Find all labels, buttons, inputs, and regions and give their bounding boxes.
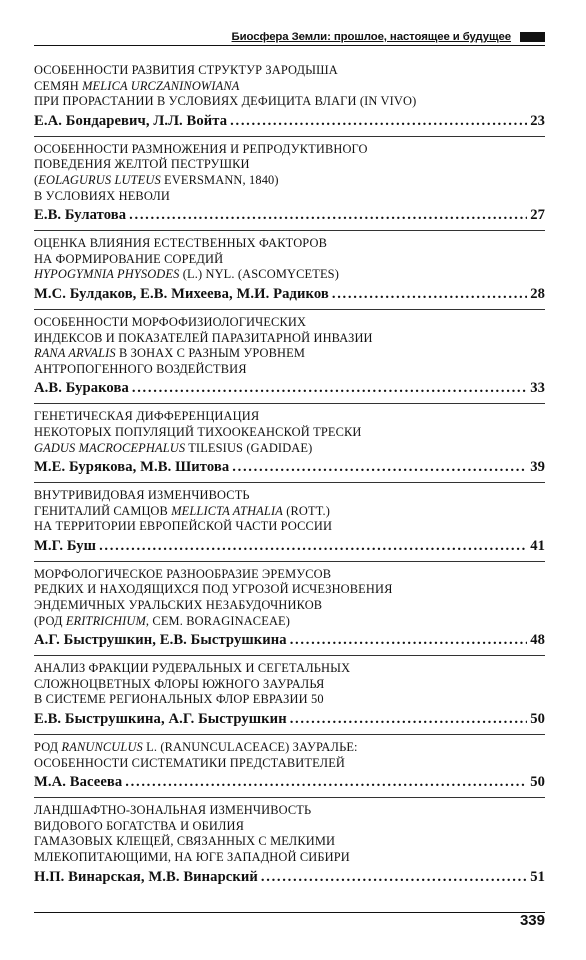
- toc-entry: [34, 63, 545, 131]
- toc-entry: [34, 315, 545, 398]
- running-header: [34, 31, 545, 46]
- title-text: ЭНДЕМИЧНЫХ УРАЛЬСКИХ НЕЗАБУДОЧНИКОВ: [34, 598, 323, 613]
- authors-row: [34, 867, 545, 887]
- title-text: ВНУТРИВИДОВАЯ ИЗМЕНЧИВОСТЬ: [34, 488, 250, 503]
- entry-authors: М.С. Булдаков, Е.В. Михеева, М.И. Радиков: [34, 285, 329, 302]
- title-text: ОСОБЕННОСТИ РАЗМНОЖЕНИЯ И РЕПРОДУКТИВНОГО: [34, 141, 368, 156]
- title-text: ЛАНДШАФТНО-ЗОНАЛЬНАЯ ИЗМЕНЧИВОСТЬ: [34, 803, 312, 818]
- title-text: НЕКОТОРЫХ ПОПУЛЯЦИЙ ТИХООКЕАНСКОЙ ТРЕСКИ: [34, 424, 362, 439]
- header-black-bar: [520, 32, 545, 42]
- entry-page-number: 33: [530, 380, 545, 397]
- entry-title-line: [34, 236, 545, 252]
- dot-leader: [129, 205, 527, 225]
- entry-title-line: [34, 834, 545, 850]
- dot-leader: [125, 772, 527, 792]
- entry-title-line: [34, 756, 545, 772]
- dot-leader: [261, 867, 527, 887]
- title-text: , СЕМ. BORAGINACEAE): [145, 613, 291, 628]
- toc-entry: [34, 409, 545, 477]
- title-text: АНТРОПОГЕННОГО ВОЗДЕЙСТВИЯ: [34, 361, 247, 376]
- entry-title-line: [34, 94, 545, 110]
- dot-leader: [99, 536, 527, 556]
- authors-row: [34, 709, 545, 729]
- latin-species-name: EOLAGURUS LUTEUS: [38, 172, 161, 187]
- title-text: МЛЕКОПИТАЮЩИМИ, НА ЮГЕ ЗАПАДНОЙ СИБИРИ: [34, 850, 350, 864]
- title-text: ГЕНИТАЛИЙ САМЦОВ: [34, 503, 172, 518]
- entry-title-line: [34, 331, 545, 347]
- entry-title-line: [34, 315, 545, 331]
- latin-species-name: HYPOGYMNIA PHYSODES: [34, 267, 180, 282]
- dot-leader: [230, 111, 527, 131]
- entry-authors: А.В. Буракова: [34, 380, 129, 397]
- entry-page-number: 27: [530, 207, 545, 224]
- entry-title-line: [34, 850, 545, 866]
- latin-species-name: MELLICTA ATHALIA: [171, 503, 283, 518]
- toc-entry: [34, 740, 545, 792]
- latin-species-name: MELICA URCZANINOWIANA: [82, 78, 240, 93]
- title-text: ОСОБЕННОСТИ МОРФОФИЗИОЛОГИЧЕСКИХ: [34, 314, 307, 329]
- authors-row: [34, 630, 545, 650]
- title-text: ИНДЕКСОВ И ПОКАЗАТЕЛЕЙ ПАРАЗИТАРНОЙ ИНВАЗИИ: [34, 330, 373, 345]
- title-text: EVERSMANN, 1840): [160, 172, 279, 187]
- title-text: В УСЛОВИЯХ НЕВОЛИ: [34, 188, 170, 203]
- title-text: ОСОБЕННОСТИ СИСТЕМАТИКИ ПРЕДСТАВИТЕЛЕЙ: [34, 755, 346, 770]
- entry-title-line: [34, 189, 545, 205]
- entry-title-line: [34, 598, 545, 614]
- entry-title-line: [34, 819, 545, 835]
- title-text: ОСОБЕННОСТИ РАЗВИТИЯ СТРУКТУР ЗАРОДЫША: [34, 63, 338, 77]
- title-text: РЕДКИХ И НАХОДЯЩИХСЯ ПОД УГРОЗОЙ ИСЧЕЗНОВЕНИЯ: [34, 582, 393, 597]
- authors-row: [34, 378, 545, 398]
- entry-page-number: 39: [530, 459, 545, 476]
- entry-title-line: [34, 346, 545, 362]
- entry-title-line: [34, 142, 545, 158]
- title-text: L. (RANUNCULACEACE) ЗАУРАЛЬЕ:: [142, 740, 358, 755]
- entry-title-line: [34, 425, 545, 441]
- title-text: ВИДОВОГО БОГАТСТВА И ОБИЛИЯ: [34, 818, 245, 833]
- toc-entry: [34, 567, 545, 650]
- dot-leader: [290, 630, 528, 650]
- entry-page-number: 28: [530, 285, 545, 302]
- title-text: ПОВЕДЕНИЯ ЖЕЛТОЙ ПЕСТРУШКИ: [34, 157, 250, 172]
- entry-title-line: [34, 504, 545, 520]
- entry-title-line: [34, 362, 545, 378]
- entry-page-number: 48: [530, 632, 545, 649]
- entry-page-number: 23: [530, 112, 545, 129]
- toc-entry: [34, 661, 545, 729]
- entry-title-line: [34, 692, 545, 708]
- entry-authors: Е.А. Бондаревич, Л.Л. Войта: [34, 112, 228, 129]
- authors-row: [34, 536, 545, 556]
- table-of-contents: [34, 63, 545, 887]
- toc-entry: [34, 803, 545, 886]
- header-title: Биосфера Земли: прошлое, настоящее и будущее: [231, 31, 511, 43]
- dot-leader: [132, 378, 527, 398]
- entry-title-line: [34, 157, 545, 173]
- dot-leader: [232, 457, 527, 477]
- dot-leader: [332, 284, 527, 304]
- toc-entry: [34, 236, 545, 304]
- entry-page-number: 50: [530, 711, 545, 728]
- latin-species-name: GADUS MACROCEPHALUS: [34, 440, 186, 455]
- title-text: ПРИ ПРОРАСТАНИИ В УСЛОВИЯХ ДЕФИЦИТА ВЛАГИ (IN VIVO): [34, 94, 417, 109]
- entry-authors: М.Е. Бурякова, М.В. Шитова: [34, 459, 230, 476]
- entry-authors: Е.В. Быструшкина, А.Г. Быструшкин: [34, 711, 287, 728]
- entry-title-line: [34, 519, 545, 535]
- entry-authors: А.Г. Быструшкин, Е.В. Быструшкина: [34, 632, 287, 649]
- title-text: ГАМАЗОВЫХ КЛЕЩЕЙ, СВЯЗАННЫХ С МЕЛКИМИ: [34, 834, 336, 849]
- authors-row: [34, 111, 545, 131]
- title-text: (L.) NYL. (ASCOMYCETES): [179, 267, 339, 282]
- entry-authors: М.Г. Буш: [34, 537, 97, 554]
- entry-title-line: [34, 803, 545, 819]
- entry-title-line: [34, 267, 545, 283]
- title-text: В СИСТЕМЕ РЕГИОНАЛЬНЫХ ФЛОР ЕВРАЗИИ 50: [34, 692, 324, 707]
- title-text: МОРФОЛОГИЧЕСКОЕ РАЗНООБРАЗИЕ ЭРЕМУСОВ: [34, 566, 332, 581]
- footer-rule: [34, 912, 545, 913]
- title-text: ГЕНЕТИЧЕСКАЯ ДИФФЕРЕНЦИАЦИЯ: [34, 409, 260, 424]
- latin-species-name: RANA ARVALIS: [34, 346, 116, 361]
- latin-species-name: RANUNCULUS: [61, 740, 143, 755]
- page-number: 339: [519, 912, 545, 929]
- entry-title-line: [34, 173, 545, 189]
- entry-title-line: [34, 488, 545, 504]
- entry-title-line: [34, 79, 545, 95]
- entry-page-number: 51: [530, 868, 545, 885]
- title-text: (: [34, 172, 39, 187]
- title-text: НА ТЕРРИТОРИИ ЕВРОПЕЙСКОЙ ЧАСТИ РОССИИ: [34, 519, 333, 534]
- title-text: (РОД: [34, 613, 66, 628]
- entry-authors: Е.В. Булатова: [34, 207, 127, 224]
- authors-row: [34, 205, 545, 225]
- entry-title-line: [34, 441, 545, 457]
- entry-title-line: [34, 740, 545, 756]
- title-text: АНАЛИЗ ФРАКЦИИ РУДЕРАЛЬНЫХ И СЕГЕТАЛЬНЫХ: [34, 661, 351, 676]
- entry-title-line: [34, 409, 545, 425]
- entry-title-line: [34, 661, 545, 677]
- title-text: СЕМЯН: [34, 78, 83, 93]
- authors-row: [34, 457, 545, 477]
- entry-authors: М.А. Васеева: [34, 774, 123, 791]
- title-text: В ЗОНАХ С РАЗНЫМ УРОВНЕМ: [115, 346, 306, 361]
- authors-row: [34, 284, 545, 304]
- entry-title-line: [34, 677, 545, 693]
- dot-leader: [290, 709, 528, 729]
- entry-page-number: 41: [530, 537, 545, 554]
- toc-entry: [34, 488, 545, 556]
- title-text: НА ФОРМИРОВАНИЕ СОРЕДИЙ: [34, 251, 224, 266]
- title-text: СЛОЖНОЦВЕТНЫХ ФЛОРЫ ЮЖНОГО ЗАУРАЛЬЯ: [34, 676, 325, 691]
- title-text: ОЦЕНКА ВЛИЯНИЯ ЕСТЕСТВЕННЫХ ФАКТОРОВ: [34, 236, 328, 251]
- entry-title-line: [34, 63, 545, 79]
- entry-title-line: [34, 614, 545, 630]
- title-text: TILESIUS (GADIDAE): [185, 440, 313, 455]
- toc-entry: [34, 142, 545, 225]
- authors-row: [34, 772, 545, 792]
- title-text: РОД: [34, 740, 62, 755]
- entry-title-line: [34, 567, 545, 583]
- entry-title-line: [34, 582, 545, 598]
- entry-authors: Н.П. Винарская, М.В. Винарский: [34, 868, 258, 885]
- entry-title-line: [34, 252, 545, 268]
- entry-page-number: 50: [530, 774, 545, 791]
- title-text: (ROTT.): [282, 503, 331, 518]
- latin-species-name: ERITRICHIUM: [65, 613, 146, 628]
